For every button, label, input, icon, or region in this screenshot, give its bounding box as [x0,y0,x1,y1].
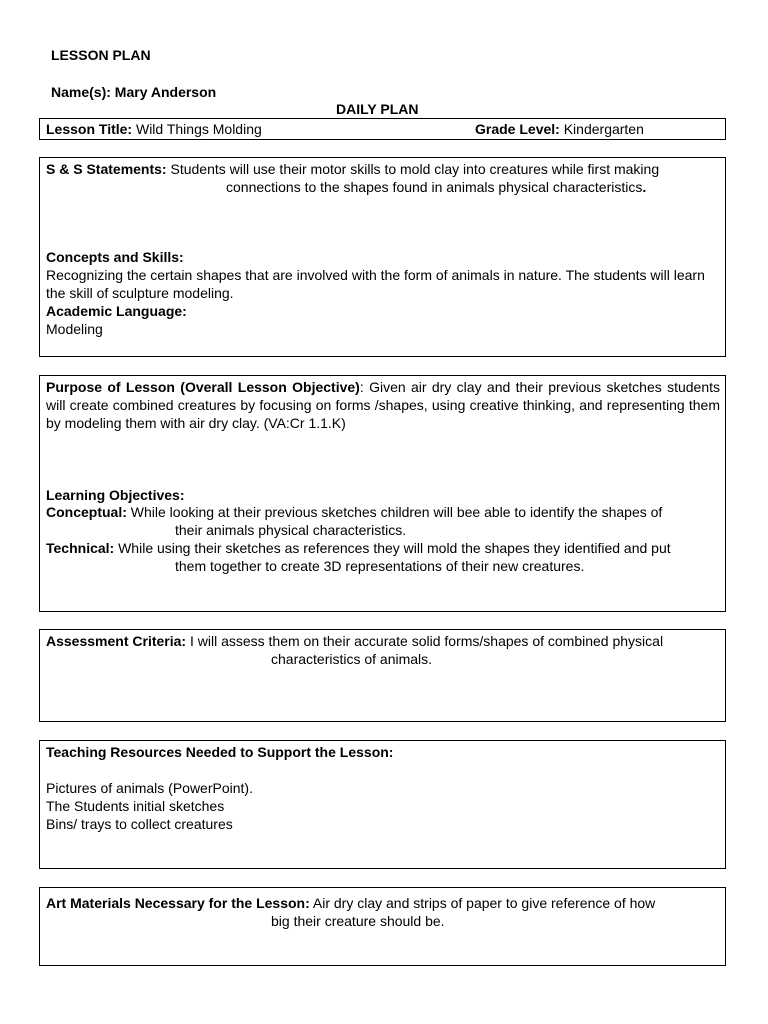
grade-level-label: Grade Level: [475,121,560,137]
learning-objectives-label: Learning Objectives: [46,487,185,503]
academic-language-text: Modeling [46,321,103,337]
resources-item: The Students initial sketches [46,798,225,814]
technical-label: Technical: [46,540,115,556]
names-label: Name(s): [51,84,111,100]
names-line [51,83,216,101]
academic-language-label: Academic Language: [46,303,187,319]
ss-statements-box [39,157,726,357]
ss-label: S & S Statements: [46,161,167,177]
grade-level-value: Kindergarten [563,121,644,137]
technical-line1: While using their sketches as references they will mold the shapes they identified and put [118,540,671,556]
assessment-line1: I will assess them on their accurate solid forms/shapes of combined physical [189,633,664,649]
daily-plan-heading: DAILY PLAN [336,101,419,117]
lesson-title-value: Wild Things Molding [135,121,262,137]
doc-title: LESSON PLAN [51,47,151,63]
conceptual-line1: While looking at their previous sketches children will bee able to identify the shapes of [130,504,663,520]
lesson-title-row [39,118,726,140]
ss-line1: Students will use their motor skills to mold clay into creatures while first making [170,161,660,177]
resources-item: Pictures of animals (PowerPoint). [46,780,253,796]
purpose-paragraph [46,378,720,432]
purpose-label: Purpose of Lesson (Overall Lesson Objective) [46,379,360,395]
names-value: Mary Anderson [114,84,217,100]
assessment-box [39,629,726,722]
conceptual-line2: their animals physical characteristics. [175,522,407,538]
conceptual-label: Conceptual: [46,504,127,520]
assessment-line2: characteristics of animals. [271,651,433,667]
ss-line2: connections to the shapes found in animals physical characteristics [226,179,643,195]
materials-label: Art Materials Necessary for the Lesson: [46,895,310,911]
resources-label: Teaching Resources Needed to Support the Lesson: [46,744,394,760]
materials-line1: Air dry clay and strips of paper to give reference of how [312,895,656,911]
materials-line2: big their creature should be. [271,913,445,929]
teaching-resources-box [39,740,726,869]
purpose-box [39,375,726,612]
lesson-title-label: Lesson Title: [46,121,133,137]
technical-line2: them together to create 3D representations of their new creatures. [175,558,585,574]
concepts-text: Recognizing the certain shapes that are involved with the form of animals in nature. The students will learn the skill of sculpture modeling. [46,267,705,301]
grade-level [475,120,644,138]
purpose-text: : Given air dry clay and their previous sketches students will create combined creatures by focusing on forms /shapes, using creative thinking, and representing them by modeling them with air dry clay. (VA:Cr 1.1.K) [46,379,721,431]
art-materials-box [39,887,726,966]
assessment-label: Assessment Criteria: [46,633,187,649]
ss-line2-period: . [642,179,647,195]
concepts-label: Concepts and Skills: [46,249,184,265]
resources-item: Bins/ trays to collect creatures [46,816,233,832]
